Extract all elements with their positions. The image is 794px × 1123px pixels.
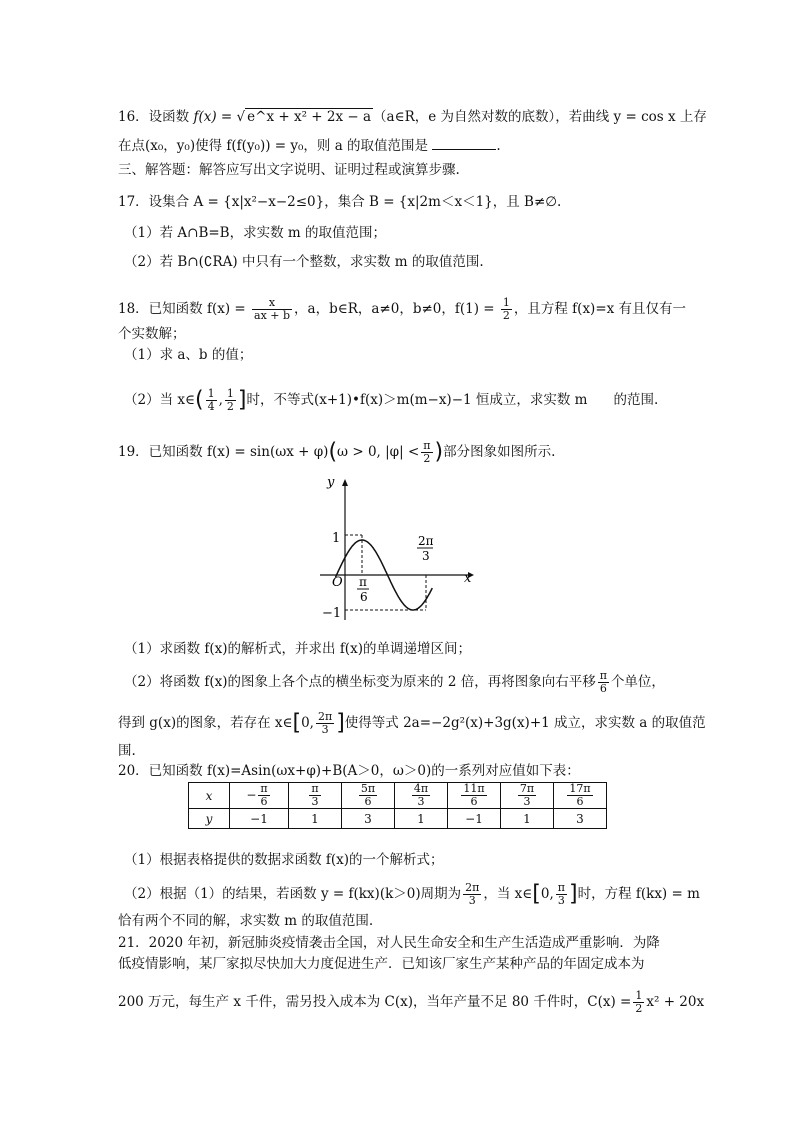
table-cell-x <box>230 783 289 809</box>
table-row-y <box>189 809 607 829</box>
y-label: y <box>205 811 213 826</box>
numerator: x <box>252 297 292 310</box>
numerator: 7π <box>519 782 535 795</box>
q16-rest: （a∈R，e 为自然对数的底数），若曲线 y = cos x 上存 <box>373 109 707 125</box>
denominator: 2 <box>423 452 431 465</box>
table-cell-x <box>501 783 554 809</box>
numerator: 11π <box>463 782 485 795</box>
numerator: 1 <box>226 387 234 400</box>
q19-p2-l2-start: 得到 g(x)的图象，若存在 x∈ <box>118 715 293 731</box>
q20-p2-end: 时，方程 f(kx) = m <box>577 886 700 902</box>
row-header-x <box>189 783 230 809</box>
numerator: 4π <box>413 782 429 795</box>
period-frac <box>463 882 481 907</box>
x-value-frac <box>412 783 430 808</box>
q21-l3-end: x² + 20x <box>646 994 705 1010</box>
bracket-right: ] <box>237 387 247 413</box>
sine-graph <box>310 470 490 630</box>
x-tick1-num: π <box>359 575 367 589</box>
q18-fraction <box>252 297 292 322</box>
q18-line2: 个实数解； <box>118 326 186 342</box>
q16-radicand: e^x + x² + 2x − a <box>247 109 372 125</box>
interval-lo: 0, <box>540 886 554 902</box>
table-row-x <box>189 783 607 809</box>
table-cell-y: 1 <box>395 809 448 829</box>
numerator: 2π <box>465 881 480 894</box>
q18-head: 18．已知函数 f(x) = <box>118 301 246 317</box>
q19-part2-line1 <box>124 670 665 695</box>
q16-function: f(x) <box>193 109 217 125</box>
interval-lo: 0, <box>301 715 314 731</box>
x-value-frac <box>359 783 377 808</box>
denominator: 6 <box>576 795 584 808</box>
q16-period: . <box>496 138 501 154</box>
q16-line1: 16．设函数 f(x) = √ e^x + x² + 2x − a （a∈R，e 为自然对数的底数），若曲线 y = cos x 上存 <box>118 109 707 125</box>
denominator: 2 <box>502 309 510 322</box>
interval-hi <box>225 388 236 413</box>
y-axis-label: y <box>327 475 335 490</box>
table-cell-y: −1 <box>230 809 289 829</box>
q18-tail: ，且方程 f(x)=x 有且仅有一 <box>513 301 687 317</box>
section-heading: 三、解答题：解答应写出文字说明、证明过程或演算步骤. <box>118 162 460 178</box>
table-cell-y: 1 <box>289 809 342 829</box>
equals-sign: = <box>216 109 237 125</box>
q18-part1: （1）求 a、b 的值； <box>124 347 253 363</box>
q20-part2-line1 <box>124 882 700 907</box>
q18-p2-end: 的范围. <box>613 392 659 408</box>
q18-mid: ，a，b∈R，a≠0，b≠0，f(1) = <box>294 301 495 317</box>
q16-number: 16．设函数 <box>118 109 190 125</box>
q18-p2-mid: 时，不等式(x+1)•f(x)＞m(m−x)−1 恒成立，求实数 m <box>246 392 588 408</box>
denominator: 6 <box>260 795 268 808</box>
denominator: 6 <box>364 795 372 808</box>
q19-p2-start: （2）将函数 f(x)的图象上各个点的横坐标变为原来的 2 倍，再将图象向右平移 <box>124 674 596 690</box>
q19-tail: 部分图象如图所示. <box>443 444 556 460</box>
table-cell-y: 3 <box>554 809 607 829</box>
x-value-frac <box>567 783 592 808</box>
q18-p2-start: （2）当 x∈ <box>124 392 195 408</box>
q18-part2: （2）当 x∈( $\frac{1}{4}$ , $\frac{1}{2}$ ]时，不等式(x+1)•f(x)＞m(m−x)−1 恒成立，求实数 m 的范围. <box>124 387 659 413</box>
q19-p2-end: 个单位， <box>610 674 665 690</box>
numerator: π <box>260 782 268 795</box>
q21-line2: 低疫情影响，某厂家拟尽快加大力度促进生产．已知该厂家生产某种产品的年固定成本为 <box>118 956 645 972</box>
origin-label: O <box>332 575 343 590</box>
denominator: ax + b <box>254 309 291 322</box>
denominator: 3 <box>311 795 319 808</box>
q16-line2 <box>118 137 501 155</box>
x-tick2-den: 3 <box>422 549 430 563</box>
table-cell-x <box>342 783 395 809</box>
interval-lo <box>206 388 217 413</box>
q19-cond-frac <box>421 440 432 465</box>
x-axis-label: x <box>464 571 472 586</box>
table-cell-x <box>554 783 607 809</box>
numerator: π <box>423 439 431 452</box>
q20-part2-line2: 恰有两个不同的解，求实数 m 的取值范围. <box>118 913 374 929</box>
q20-p2-start: （2）根据（1）的结果，若函数 y = f(kx)(k＞0)周期为 <box>124 886 462 902</box>
bracket-left: [ <box>292 710 302 736</box>
y-arrow <box>342 479 348 486</box>
numerator: 17π <box>569 782 591 795</box>
q17-part2: （2）若 B∩(∁RA) 中只有一个整数，求实数 m 的取值范围. <box>124 254 484 270</box>
numerator: π <box>557 881 565 894</box>
interval-hi <box>556 882 567 907</box>
y-tick-bottom: −1 <box>322 606 342 621</box>
value-table <box>188 782 607 829</box>
denominator: 3 <box>468 894 476 907</box>
x-value-frac <box>258 783 269 808</box>
table-cell-y: −1 <box>448 809 501 829</box>
bracket-right: ] <box>568 881 578 907</box>
y-tick-top: 1 <box>332 531 341 546</box>
bracket-left: ( <box>195 387 204 413</box>
q19-condition: ω > 0, |φ| < <box>337 444 420 460</box>
numerator: π <box>599 669 607 682</box>
table-cell-y: 1 <box>501 809 554 829</box>
q20-p2-mid: ，当 x∈ <box>483 886 533 902</box>
shift-frac <box>598 670 609 695</box>
denominator: 3 <box>321 723 329 736</box>
q19-part1: （1）求函数 f(x)的解析式，并求出 f(x)的单调递增区间； <box>124 641 471 657</box>
q19-part2-line2 <box>118 711 706 736</box>
q17-stem: 17．设集合 A = {x|x²−x−2≤0}，集合 B = {x|2m＜x＜1}，且 B≠∅. <box>118 194 562 210</box>
numerator: 2π <box>317 710 333 723</box>
answer-blank <box>432 137 496 150</box>
numerator: 1 <box>207 387 215 400</box>
x-value-frac <box>461 783 486 808</box>
q21-l3-start: 200 万元，每生产 x 千件，需另投入成本为 C(x)，当年产量不足 80 千件时，C(x) = <box>118 994 632 1010</box>
q17-part1: （1）若 A∩B=B，求实数 m 的取值范围； <box>124 225 386 241</box>
q21-frac <box>633 990 644 1015</box>
table-cell-x <box>448 783 501 809</box>
q19-part2-line3: 围. <box>118 743 136 759</box>
numerator: π <box>311 782 319 795</box>
x-tick1-den: 6 <box>360 590 368 604</box>
denominator: 3 <box>523 795 531 808</box>
x-tick2-num: 2π <box>418 534 434 548</box>
x-value-frac <box>309 783 320 808</box>
q21-line1: 21．2020 年初，新冠肺炎疫情袭击全国，对人民生命安全和生产生活造成严重影响．为降 <box>118 935 660 951</box>
paren-left: ( <box>328 439 338 465</box>
row-header-y <box>189 809 230 829</box>
numerator: 1 <box>635 989 643 1002</box>
table-cell-x <box>289 783 342 809</box>
table-cell-x <box>395 783 448 809</box>
q20-stem: 20．已知函数 f(x)=Asin(ωx+φ)+B(A＞0，ω＞0)的一系列对应值如下表： <box>118 763 580 779</box>
q19-head: 19．已知函数 f(x) = sin(ωx + φ) <box>118 444 329 460</box>
denominator: 6 <box>599 682 607 695</box>
q18-half <box>501 297 512 322</box>
denominator: 3 <box>417 795 425 808</box>
bracket-right: ] <box>336 710 345 736</box>
table-cell-y: 3 <box>342 809 395 829</box>
q18-line1 <box>118 297 686 322</box>
denominator: 2 <box>226 400 234 413</box>
paren-right: ) <box>434 439 444 465</box>
q19-p2-l2-end: 使得等式 2a=−2g²(x)+3g(x)+1 成立，求实数 a 的取值范 <box>344 715 706 731</box>
denominator: 4 <box>207 400 215 413</box>
q21-line3 <box>118 990 704 1015</box>
numerator: 1 <box>502 296 510 309</box>
denominator: 6 <box>470 795 478 808</box>
x-label: x <box>205 788 213 803</box>
numerator: 5π <box>360 782 376 795</box>
q19-line1 <box>118 440 555 465</box>
denominator: 3 <box>557 894 565 907</box>
x-value-frac <box>518 783 536 808</box>
q20-part1: （1）根据表格提供的数据求函数 f(x)的一个解析式； <box>124 852 444 868</box>
denominator: 2 <box>635 1002 643 1015</box>
sign: − <box>246 788 257 802</box>
q16-text: 在点(x₀，y₀)使得 f(f(y₀)) = y₀，则 a 的取值范围是 <box>118 138 429 154</box>
interval-hi <box>316 711 334 736</box>
bracket-left: [ <box>532 881 541 907</box>
